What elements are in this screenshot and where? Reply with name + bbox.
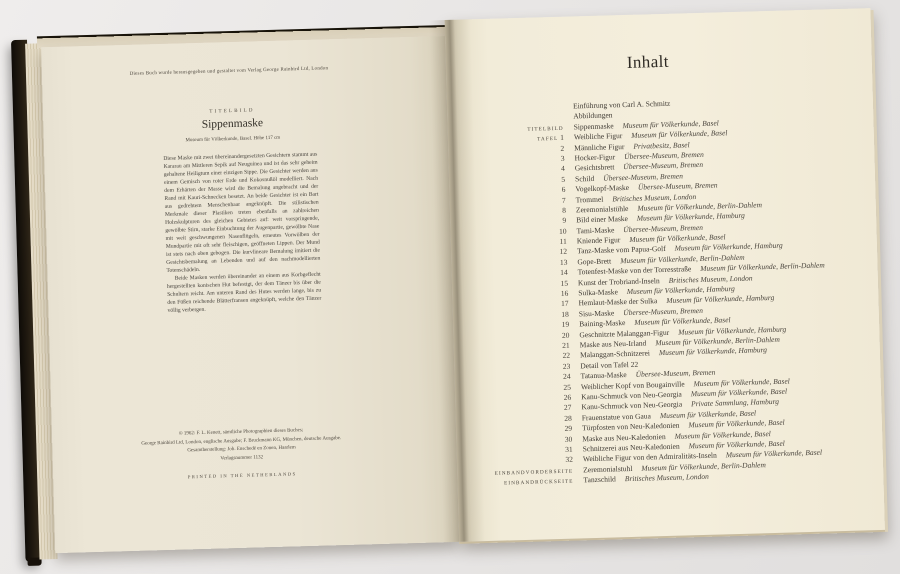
toc-entry-title: Kanu-Schmuck von Neu-Georgia bbox=[581, 389, 682, 402]
toc-entry-title: Abbildungen bbox=[573, 110, 613, 121]
toc-entry-label: 12 bbox=[559, 247, 568, 257]
description-paragraph-2: Beide Masken werden übereinander an einem aus Korbgeflecht hergestellten konischen Hut befestigt, der dem Tänzer bis über die Schultern reicht. Am unteren Rand des Hutes werden lange, bis zu den Füßen reichende Blätterfransen angeknüpft, welche den Tänzer völlig verbergen. bbox=[166, 271, 322, 314]
toc-entry-label: 3 bbox=[560, 153, 565, 163]
toc-entry-label: 22 bbox=[562, 351, 571, 361]
toc-entry-title: Bild einer Maske bbox=[576, 214, 629, 225]
toc-entry-title: Tatanua-Maske bbox=[580, 370, 627, 381]
toc-entry-label: TAFEL 1 bbox=[537, 132, 565, 143]
toc-entry-title: Männliche Figur bbox=[574, 141, 625, 153]
colophon-line: Verlagsnummer 1132 bbox=[220, 455, 264, 462]
toc-entry-title: Hocker-Figur bbox=[574, 152, 616, 163]
toc-entry-museum: Museum für Völkerkunde, Basel bbox=[674, 428, 771, 441]
toc-entry-label: 23 bbox=[562, 361, 571, 371]
toc-entry-title: Weibliche Figur bbox=[573, 131, 623, 142]
toc-entry-title: Sulka-Maske bbox=[578, 287, 618, 298]
toc-entry-label: TITELBILD bbox=[527, 125, 564, 133]
toc-entry-label: 16 bbox=[560, 288, 569, 298]
toc-entry-title: Maske aus Neu-Kaledonien bbox=[582, 431, 666, 443]
colophon-line: © 1962: F. L. Kenett, sämtliche Photographien dieses Buches; bbox=[178, 428, 304, 437]
plate-title: Sippenmaske bbox=[201, 117, 264, 131]
toc-entry-label: 9 bbox=[562, 215, 567, 226]
toc-entry-title: Kniende Figur bbox=[576, 235, 621, 246]
toc-entry-title: Tanzschild bbox=[583, 474, 616, 485]
toc-list bbox=[447, 93, 884, 489]
description-paragraph-1: Diese Maske mit zwei übereinandergesetzten Gesichtern stammt aus Kararau am Mittleren Sepik auf Neuguinea und ist das sehr geheim gehaltene Heiligtum einer einzigen Sippe. Die Gesichter werden aus einem Gemisch von roter Erde und Kokosnußöl modelliert. Nach dem Erhärten der Masse wird die Bemalung angebracht und der Rand mit Kauri-Schnecken besetzt. An beide Gesichter ist ein Bart aus gedrehtem Menschenhaar angeknüpft. Die stilistischen Merkmale dieser Plastiken treten ebenfalls an zahlreichen Holzskulpturen des gleichen Gebietes auf: weit vorspringende, gewölbte Stirn, starke Einbuchtung der Augenpartie, gewölbte Nase mit weit geschwungenen Nasenflügeln, erneutes Vorwölben der Mundpartie mit oft sehr fleischigen, geöffneten Lippen. Der Mund ist stets nach oben gebogen. Die kurvlineare Bemalung imitiert die Gesichtsbemalung an Lebenden und auf den nachmodellierten Totenschädeln. bbox=[163, 151, 321, 274]
toc-entry-title: Hemlaut-Maske der Sulka bbox=[578, 296, 658, 308]
toc-entry-title: Einführung von Carl A. Schmitz bbox=[572, 98, 671, 111]
toc-entry-museum: Museum für Völkerkunde, Berlin-Dahlem bbox=[637, 200, 763, 213]
toc-entry-museum: Museum für Völkerkunde, Hamburg bbox=[666, 293, 775, 306]
toc-entry-museum: Übersee-Museum, Bremen bbox=[623, 305, 704, 317]
toc-entry-museum: Museum für Völkerkunde, Berlin-Dahlem bbox=[655, 334, 780, 348]
toc-entry-museum: Museum für Völkerkunde, Berlin-Dahlem bbox=[620, 252, 745, 266]
toc-entry-museum: Museum für Völkerkunde, Basel bbox=[631, 128, 728, 141]
plate-subtitle: Museum für Völkerkunde, Basel. Höhe 117 cm bbox=[185, 135, 281, 144]
toc-entry-label: 24 bbox=[562, 371, 571, 382]
toc-entry-museum: Museum für Völkerkunde, Basel bbox=[634, 315, 731, 328]
toc-entry-label: 29 bbox=[564, 423, 573, 433]
left-page bbox=[41, 36, 459, 553]
plate-description bbox=[163, 151, 321, 315]
publisher-note: Dieses Buch wurde herausgegeben und gestaltet vom Verlag George Rainbird Ltd, London bbox=[129, 66, 329, 77]
toc-entry-museum: Museum für Völkerkunde, Berlin-Dahlem bbox=[641, 459, 766, 473]
toc-entry-label: 10 bbox=[558, 226, 567, 236]
toc-entry-label: 2 bbox=[560, 143, 565, 153]
colophon-line: Gesamtherstellung: Joh. Enschedé en Zonen, Haarlem bbox=[187, 445, 296, 454]
toc-entry-title: Sisu-Maske bbox=[578, 308, 615, 319]
toc-entry-museum: Museum für Völkerkunde, Berlin-Dahlem bbox=[700, 260, 825, 274]
colophon-line: George Rainbird Ltd, London, englische Ausgabe; F. Bruckmann KG, München, deutsche Ausgabe. bbox=[141, 435, 342, 447]
toc-entry-title: Zeremonialstühle bbox=[575, 203, 629, 215]
toc-entry-museum: Museum für Völkerkunde, Basel bbox=[659, 408, 757, 420]
toc-entry-label: 11 bbox=[559, 236, 567, 246]
toc-entry-museum: Übersee-Museum, Bremen bbox=[624, 149, 704, 162]
toc-entry-museum: Museum für Völkerkunde, Hamburg bbox=[636, 211, 746, 224]
section-label: TITELBILD bbox=[209, 108, 255, 115]
toc-entry-title: Frauenstatue von Gaua bbox=[581, 411, 652, 423]
toc-entry-title: Schild bbox=[574, 173, 595, 184]
toc-entry-museum: Museum für Völkerkunde, Basel bbox=[688, 438, 785, 451]
toc-entry-label: 17 bbox=[560, 299, 569, 309]
toc-entry-label: 8 bbox=[562, 205, 567, 215]
toc-entry-label: 7 bbox=[561, 195, 566, 205]
toc-entry-title: Gesichtsbrett bbox=[574, 162, 615, 173]
toc-entry-museum: Museum für Völkerkunde, Hamburg bbox=[678, 324, 787, 337]
toc-entry-label: 28 bbox=[564, 413, 572, 423]
toc-entry-museum: Private Sammlung, Hamburg bbox=[690, 397, 780, 409]
toc-entry-museum: Britisches Museum, London bbox=[668, 273, 753, 285]
toc-entry-label: 20 bbox=[561, 330, 570, 340]
toc-entry-museum: Museum für Völkerkunde, Basel bbox=[690, 386, 788, 399]
toc-entry-label: 4 bbox=[560, 164, 565, 174]
toc-entry-title: Türpfosten von Neu-Kaledonien bbox=[581, 420, 680, 433]
toc-entry-museum: Übersee-Museum, Bremen bbox=[623, 160, 704, 172]
toc-entry-museum: Museum für Völkerkunde, Basel bbox=[629, 232, 726, 245]
toc-entry-title: Maske aus Neu-Irland bbox=[579, 338, 647, 350]
toc-entry-label: 25 bbox=[563, 382, 572, 392]
toc-entry-title: Zeremonialstuhl bbox=[583, 463, 633, 474]
toc-entry-label: 6 bbox=[561, 184, 566, 194]
toc-entry-title: Schnitzerei aus Neu-Kaledonien bbox=[582, 441, 680, 454]
toc-entry-label: 31 bbox=[565, 444, 573, 454]
toc-entry-museum: Museum für Völkerkunde, Basel bbox=[622, 118, 719, 130]
toc-entry-title: Sippenmaske bbox=[573, 121, 614, 132]
right-page bbox=[445, 8, 885, 544]
toc-entry-label: 19 bbox=[561, 319, 570, 330]
toc-entry-label: 15 bbox=[560, 278, 569, 288]
toc-entry-museum: Museum für Völkerkunde, Hamburg bbox=[626, 284, 735, 297]
toc-entry-title: Weiblicher Kopf von Bougainville bbox=[580, 379, 685, 391]
toc-entry-museum: Museum für Völkerkunde, Hamburg bbox=[658, 345, 768, 358]
toc-entry-title: Totenfest-Maske von der Torresstraße bbox=[577, 264, 692, 277]
toc-entry-museum: Übersee-Museum, Bremen bbox=[635, 367, 716, 379]
colophon bbox=[62, 424, 421, 468]
toc-entry-museum: Britisches Museum, London bbox=[624, 471, 709, 484]
toc-entry-museum: Privatbesitz, Basel bbox=[633, 139, 690, 151]
toc-entry-label: 5 bbox=[561, 174, 566, 184]
printed-note: PRINTED IN THE NETHERLANDS bbox=[187, 471, 297, 480]
toc-entry-museum: Übersee-Museum, Bremen bbox=[637, 180, 718, 192]
toc-entry-label: 26 bbox=[563, 392, 572, 402]
toc-entry-title: Tami-Maske bbox=[576, 225, 615, 236]
toc-entry-title: Kanu-Schmuck von Neu-Georgia bbox=[581, 399, 683, 412]
toc-entry-label: 13 bbox=[559, 257, 568, 267]
toc-entry-label: 30 bbox=[564, 434, 573, 444]
toc-entry-title: Gope-Brett bbox=[577, 256, 612, 267]
toc-entry-title: Kunst der Trobriand-Inseln bbox=[577, 275, 660, 288]
toc-entry-title: Trommel bbox=[575, 194, 604, 204]
toc-entry-museum: Museum für Völkerkunde, Basel bbox=[688, 417, 785, 430]
toc-entry-title: Vogelkopf-Maske bbox=[575, 183, 630, 194]
toc-entry-title: Baining-Maske bbox=[579, 318, 626, 329]
toc-entry-museum: Übersee-Museum, Bremen bbox=[603, 171, 684, 183]
toc-entry-title: Geschnitzte Malanggan-Figur bbox=[579, 327, 670, 339]
toc-entry-museum: Museum für Völkerkunde, Basel bbox=[693, 376, 790, 388]
toc-entry-label: 18 bbox=[561, 309, 569, 319]
toc-entry-museum: Museum für Völkerkunde, Hamburg bbox=[674, 241, 783, 254]
toc-entry-label: 27 bbox=[563, 402, 572, 413]
toc-entry-museum: Museum für Völkerkunde, Basel bbox=[725, 447, 823, 460]
toc-entry-label: 32 bbox=[565, 454, 574, 465]
open-book bbox=[11, 8, 887, 562]
toc-title: Inhalt bbox=[626, 51, 670, 72]
toc-entry-label: 14 bbox=[560, 267, 568, 278]
toc-entry-label: EINBANDVORDERSEITE bbox=[494, 468, 574, 477]
toc-entry-title: Malanggan-Schnitzerei bbox=[579, 348, 651, 360]
toc-entry-museum: Übersee-Museum, Bremen bbox=[623, 222, 704, 234]
toc-entry-label: 21 bbox=[562, 340, 570, 350]
toc-entry-title: Tanz-Maske vom Papua-Golf bbox=[576, 244, 666, 256]
toc-entry-label: EINBANDRÜCKSEITE bbox=[503, 478, 574, 487]
toc-entry-title: Weibliche Figur von den Admiralitäts-Inseln bbox=[582, 450, 717, 464]
toc-entry-museum: Britisches Museum, London bbox=[612, 191, 697, 203]
toc-entry-title: Detail von Tafel 22 bbox=[580, 359, 639, 371]
